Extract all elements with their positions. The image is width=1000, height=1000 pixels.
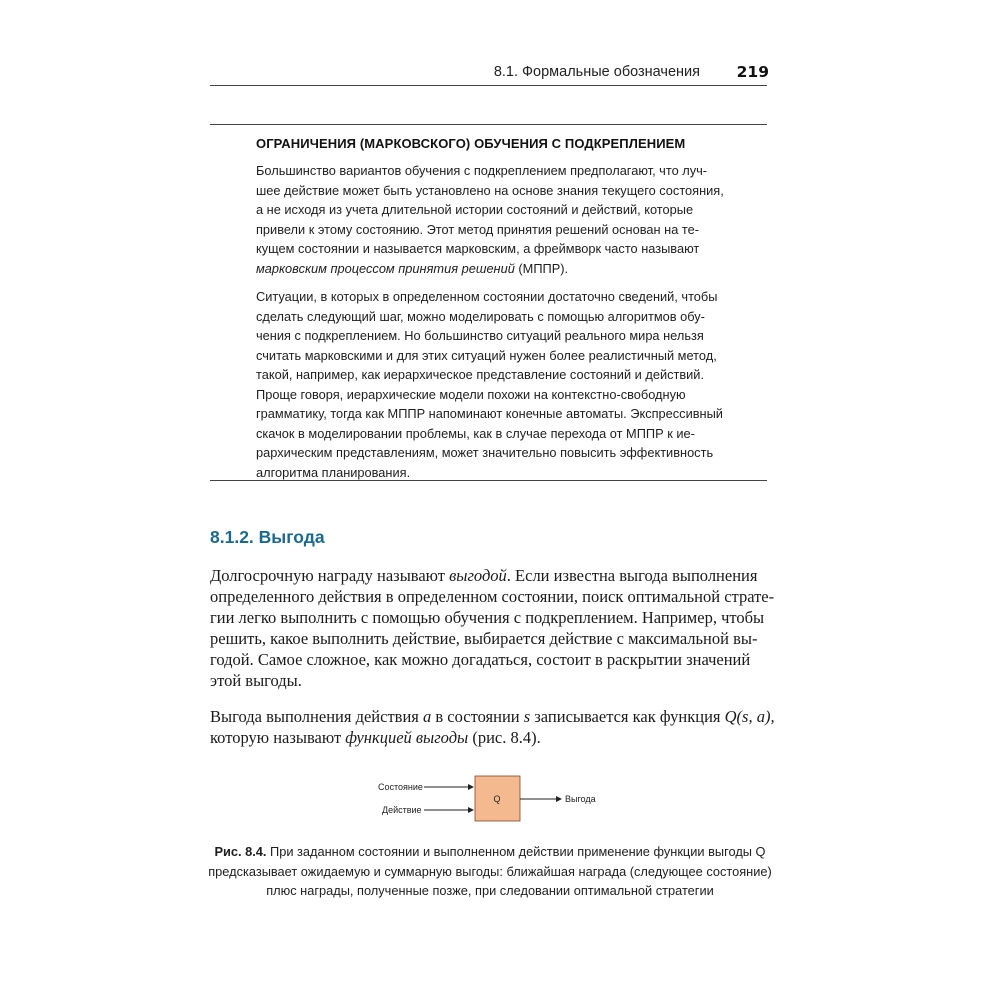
sidebar-paragraph-1 xyxy=(256,161,726,278)
text-line: годой. Самое сложное, как можно догадаться, состоит в раскрытии значений xyxy=(210,650,751,669)
page-number: 219 xyxy=(736,63,769,81)
text-line: решить, какое выполнить действие, выбирается действие с максимальной вы- xyxy=(210,629,758,648)
caption-label: Рис. 8.4. xyxy=(214,844,267,859)
text-line: считать марковскими и для этих ситуаций нужен более реалистичный метод, xyxy=(256,347,717,363)
text-line xyxy=(210,727,770,748)
diagram-label-output: Выгода xyxy=(565,794,596,804)
text-fragment: (рис. 8.4). xyxy=(468,728,541,747)
text-fragment: При заданном состоянии и выполненном действии применение функции выгоды Q xyxy=(266,844,766,859)
body-paragraph-2 xyxy=(210,706,775,748)
caption-line xyxy=(200,842,780,862)
text-fragment: . Если известна выгода выполнения xyxy=(506,566,758,585)
text-line: Ситуации, в которых в определенном состоянии достаточно сведений, чтобы xyxy=(256,289,718,304)
text-line: определенного действия в определенном состоянии, поиск оптимальной страте- xyxy=(210,587,775,606)
sidebar-top-rule xyxy=(210,124,767,125)
text-line: сделать следующий шаг, можно моделировать с помощью алгоритмов обу- xyxy=(256,308,705,324)
math-function: Q(s, a), xyxy=(724,707,775,726)
text-line: привели к этому состоянию. Этот метод принятия решений основан на те- xyxy=(256,221,699,237)
text-line: гии легко выполнить с помощью обучения с подкреплением. Например, чтобы xyxy=(210,608,765,627)
q-function-diagram xyxy=(360,770,640,830)
sidebar-paragraph-2 xyxy=(256,287,726,482)
text-line xyxy=(210,565,770,586)
figure-caption xyxy=(200,842,780,901)
diagram-q-label: Q xyxy=(493,794,501,804)
section-heading: 8.1.2. Выгода xyxy=(210,527,325,547)
math-variable: a xyxy=(423,707,432,726)
text-line: шее действие может быть установлено на основе знания текущего состояния, xyxy=(256,182,724,198)
italic-term: выгодой xyxy=(449,566,507,585)
text-line: этой выгоды. xyxy=(210,671,302,690)
italic-term: марковским процессом принятия решений xyxy=(256,260,515,276)
text-line: чения с подкреплением. Но большинство ситуаций реального мира нельзя xyxy=(256,328,704,343)
math-variable: s xyxy=(523,707,531,726)
text-line: такой, например, как иерархическое представление состояний и действий. xyxy=(256,367,705,382)
text-fragment: записывается как функция xyxy=(530,707,725,726)
text-fragment: Долгосрочную награду называют xyxy=(210,566,450,585)
text-line xyxy=(256,259,726,279)
caption-line: плюс награды, полученные позже, при следовании оптимальной стратегии xyxy=(266,883,714,898)
text-fragment: которую называют xyxy=(210,728,346,747)
text-fragment: Выгода выполнения действия xyxy=(210,707,423,726)
text-line: рархическим представлениям, может значительно повысить эффективность xyxy=(256,445,714,460)
text-line: а не исходя из учета длительной истории состояний и действий, которые xyxy=(256,202,694,217)
body-paragraph-1 xyxy=(210,565,775,691)
caption-line: предсказывает ожидаемую и суммарную выгоды: ближайшая награда (следующее состояние) xyxy=(208,863,772,879)
text-line: Проще говоря, иерархические модели похожи на контекстно-свободную xyxy=(256,386,686,402)
text-line: Большинство вариантов обучения с подкреплением предполагают, что луч- xyxy=(256,163,708,178)
diagram-label-action: Действие xyxy=(382,805,422,815)
text-line: скачок в моделировании проблемы, как в случае перехода от МППР к ие- xyxy=(256,425,695,441)
sidebar-title: ОГРАНИЧЕНИЯ (МАРКОВСКОГО) ОБУЧЕНИЯ С ПОДКРЕПЛЕНИЕМ xyxy=(256,136,686,151)
text-line xyxy=(210,706,775,727)
diagram-label-state: Состояние xyxy=(378,782,423,792)
text-line: кущем состоянии и называется марковским, а фреймворк часто называют xyxy=(256,241,700,256)
italic-term: функцией выгоды xyxy=(345,728,469,747)
text-line: алгоритма планирования. xyxy=(256,464,411,480)
text-fragment: в состоянии xyxy=(431,707,524,726)
header-rule xyxy=(210,85,767,86)
text-line: грамматику, тогда как МППР напоминают конечные автоматы. Экспрессивный xyxy=(256,406,723,421)
text-fragment: (МППР). xyxy=(514,260,569,276)
running-title: 8.1. Формальные обозначения xyxy=(493,64,700,80)
sidebar-bottom-rule xyxy=(210,480,767,481)
